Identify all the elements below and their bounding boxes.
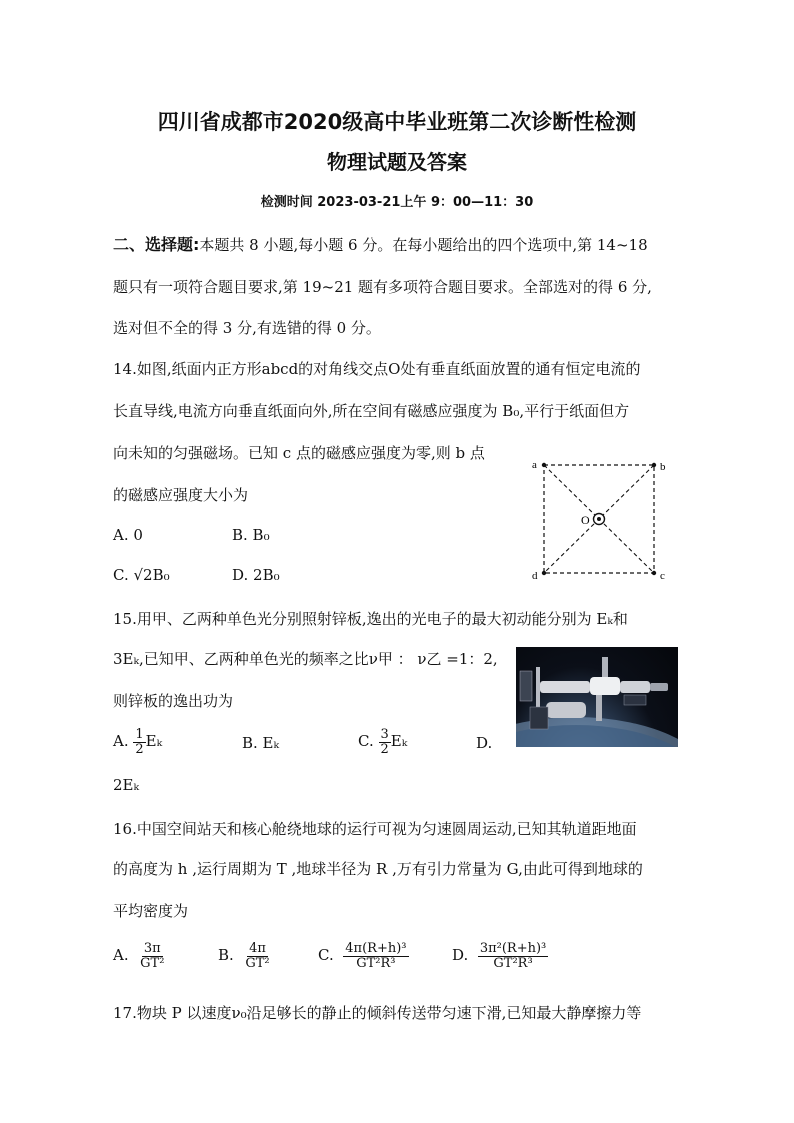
q14-option-a: A. 0 [113,526,143,544]
q16-line2: 的高度为 h ,运行周期为 T ,地球半径为 R ,万有引力常量为 G,由此可得到地球的 [113,860,643,878]
q15-option-c [358,728,407,756]
q16-option-a-label: A. [113,946,129,965]
point-a [542,463,546,467]
section-text-3: 选对但不全的得 3 分,有选错的得 0 分。 [113,319,381,337]
q16-option-d-num: 3π²(R+h)³ [479,941,547,956]
label-o: O [581,513,590,527]
label-c: c [660,570,665,582]
q16-option-c-fraction [343,942,408,970]
q15-option-a-fraction [133,728,145,756]
q14-line4: 的磁感应强度大小为 [113,486,249,504]
q15-option-b: B. Eₖ [242,734,279,752]
q16-option-d-fraction [478,942,548,970]
q16-option-a-fraction [138,942,166,970]
q15-option-a-num: 1 [135,727,144,742]
q16-line1: 16.中国空间站天和核心舱绕地球的运行可视为匀速圆周运动,已知其轨道距地面 [113,820,637,838]
q16-option-d-label: D. [452,946,469,965]
q14-option-c-tail: B₀ [152,566,170,584]
q14-line1: 14.如图,纸面内正方形abcd的对角线交点O处有垂直纸面放置的通有恒定电流的 [113,360,641,378]
q16-option-b [218,942,272,970]
label-b: b [660,461,666,473]
q15-option-c-label: C. [358,732,374,751]
q15-option-a-tail: Eₖ [145,732,163,751]
q16-option-b-fraction [243,942,271,970]
q16-option-b-den: GT² [245,955,270,971]
point-b [652,463,656,467]
page-title: 四川省成都市2020级高中毕业班第二次诊断性检测 [157,110,637,134]
q17-line1: 17.物块 P 以速度ν₀沿足够长的静止的倾斜传送带匀速下滑,已知最大静摩擦力等 [113,1004,642,1022]
q16-line3: 平均密度为 [113,902,189,920]
label-d: d [532,570,538,582]
section-instructions-line1 [113,232,648,255]
q14-option-c-label: C. [113,566,129,584]
q15-option-c-den: 2 [380,741,389,757]
q14-option-d: D. 2B₀ [232,566,280,584]
q14-option-c-sqrt: √2 [133,566,153,584]
q15-option-a-label: A. [113,732,129,751]
square-diagram [528,455,678,585]
q15-option-a [113,728,162,756]
space-station-illustration [516,647,678,747]
q16-option-a [113,942,166,970]
section-text-1: 本题共 8 小题,每小题 6 分。在每小题给出的四个选项中,第 14~18 [199,236,648,254]
q16-option-b-label: B. [218,946,234,965]
q15-option-c-num: 3 [380,727,389,742]
page-subtitle: 物理试题及答案 [327,150,467,174]
q16-option-d [452,942,548,970]
exam-time: 检测时间 2023-03-21上午 9：00—11：30 [260,195,534,210]
q14-line3: 向未知的匀强磁场。已知 c 点的磁感应强度为零,则 b 点 [113,444,485,462]
q15-option-d-label: D. [476,734,493,752]
section-text-2: 题只有一项符合题目要求,第 19~21 题有多项符合题目要求。全部选对的得 6 分, [113,278,652,296]
q16-option-c-num: 4π(R+h)³ [345,941,407,956]
current-dot-icon [597,517,601,521]
label-a: a [532,459,537,471]
q15-option-c-tail: Eₖ [390,732,408,751]
q15-line2: 3Eₖ,已知甲、乙两种单色光的频率之比ν甲 ： ν乙 =1：2, [113,650,498,668]
q14-option-c [113,566,170,584]
q16-option-c [318,942,409,970]
q14-option-b: B. B₀ [232,526,270,544]
q15-line3: 则锌板的逸出功为 [113,692,234,710]
point-c [652,571,656,575]
q16-option-c-label: C. [318,946,334,965]
q14-line2: 长直导线,电流方向垂直纸面向外,所在空间有磁感应强度为 B₀,平行于纸面但方 [113,402,630,420]
q16-option-c-den: GT²R³ [356,955,396,971]
q15-line1: 15.用甲、乙两种单色光分别照射锌板,逸出的光电子的最大初动能分别为 Eₖ和 [113,610,628,628]
q16-option-a-num: 3π [143,941,161,956]
q16-option-b-num: 4π [249,941,266,956]
q15-option-c-fraction [379,728,391,756]
q16-option-a-den: GT² [140,955,165,971]
space-station-photo [516,647,678,747]
point-d [542,571,546,575]
q15-option-a-den: 2 [135,741,144,757]
q16-option-d-den: GT²R³ [493,955,533,971]
q15-option-d-value: 2Eₖ [113,776,139,794]
section-label: 二、选择题: [113,235,200,254]
